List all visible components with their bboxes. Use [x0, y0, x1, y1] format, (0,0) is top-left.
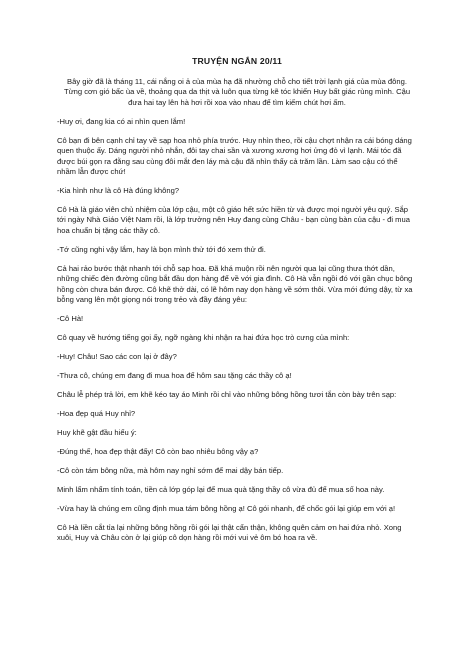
paragraph-5: -Tớ cũng nghi vậy lắm, hay là bọn mình thử tới đó xem thử đi.	[57, 244, 266, 254]
paragraph-1: -Huy ơi, đang kia có ai nhìn quen lắm!	[57, 116, 186, 126]
paragraph-17: -Vừa hay là chúng em cũng định mua tám bông hồng ạ! Cô gói nhanh, để chốc gói lại giúp em với ạ!	[57, 504, 396, 514]
paragraph-6: Cả hai rảo bước thật nhanh tới chỗ sạp hoa. Đã khá muộn rồi nên người qua lại cũng thưa thớt dần, những chiếc đèn đường cũng bắt đầu dọn hàng để về với gia đình. Cô Hà vẫn ngồi đó với gần chục bông hồng còn chưa bán được. Cô khẽ thở dài, có lẽ hôm nay dọn hàng về sớm thôi. Vừa mới đứng dậy, từ xa bỗng vang lên một giọng nói trong trẻo và đầy đáng yêu:	[57, 263, 413, 305]
paragraph-8: Cô quay về hướng tiếng gọi ấy, ngỡ ngàng khi nhận ra hai đứa học trò cưng của mình:	[57, 333, 350, 343]
paragraph-16: Minh lẩm nhẩm tính toán, tiền cả lớp góp lại để mua quà tặng thầy cô vừa đủ để mua số hoa này.	[57, 485, 385, 495]
paragraph-15: -Cô còn tám bông nữa, mà hôm nay nghỉ sớm để mai dậy bán tiếp.	[57, 466, 284, 476]
paragraph-10: -Thưa cô, chúng em đang đi mua hoa để hôm sau tặng các thầy cô ạ!	[57, 371, 292, 381]
document-title: TRUYỆN NGẮN 20/11	[192, 56, 282, 66]
intro-paragraph: Bây giờ đã là tháng 11, cái nắng oi ả của mùa hạ đã nhường chỗ cho tiết trời lạnh giá của mùa đông. Từng cơn gió bấc ùa về, thoảng qua da thịt và luôn qua từng kẽ tóc khiến Huy bất giác rùng mình. Cậu đưa hai tay lên hà hơi rồi xoa vào nhau để tìm kiếm chút hơi ấm.	[63, 77, 411, 107]
paragraph-11: Châu lễ phép trả lời, em khẽ kéo tay áo Minh rồi chỉ vào những bông hồng tươi tắn còn bày trên sạp:	[57, 390, 397, 400]
paragraph-18: Cô Hà liền cắt tỉa lại những bông hồng rồi gói lại thật cẩn thận, không quên cảm ơn hai đứa nhỏ. Xong xuôi, Huy và Châu còn ở lại giúp cô dọn hàng rồi mới vui vẻ ôm bó hoa ra về.	[57, 523, 402, 543]
paragraph-2: Cô bạn đi bên cạnh chỉ tay về sạp hoa nhỏ phía trước. Huy nhìn theo, rồi cậu chợt nhận ra cái bóng dáng quen thuộc ấy. Dáng người nhỏ nhắn, đôi tay chai sần và xương xương hơi ửng đỏ vì lạnh. Mái tóc đã được búi gọn ra đằng sau cùng đôi mắt đen láy mà cậu đã nhìn thấy cả trăm lần. Làm sao cậu có thể nhầm lẫn được chứ!	[57, 135, 412, 177]
paragraph-7: -Cô Hà!	[57, 314, 84, 324]
paragraph-9: -Huy! Châu! Sao các con lại ở đây?	[57, 352, 177, 362]
paragraph-3: -Kia hình như là cô Hà đúng không?	[57, 186, 180, 196]
paragraph-4: Cô Hà là giáo viên chủ nhiệm của lớp cậu, một cô giáo hết sức hiền từ và được mọi người yêu quý. Sắp tới ngày Nhà Giáo Việt Nam rồi, là lớp trưởng nên Huy đang cùng Châu - bạn cùng bàn của cậu - đi mua hoa chuẩn bị tặng các thầy cô.	[57, 205, 410, 235]
paragraph-12: -Hoa đẹp quá Huy nhỉ?	[57, 409, 136, 419]
paragraph-14: -Đúng thế, hoa đẹp thật đấy! Cô còn bao nhiêu bông vậy ạ?	[57, 447, 259, 457]
paragraph-13: Huy khẽ gật đầu hiểu ý:	[57, 428, 137, 438]
